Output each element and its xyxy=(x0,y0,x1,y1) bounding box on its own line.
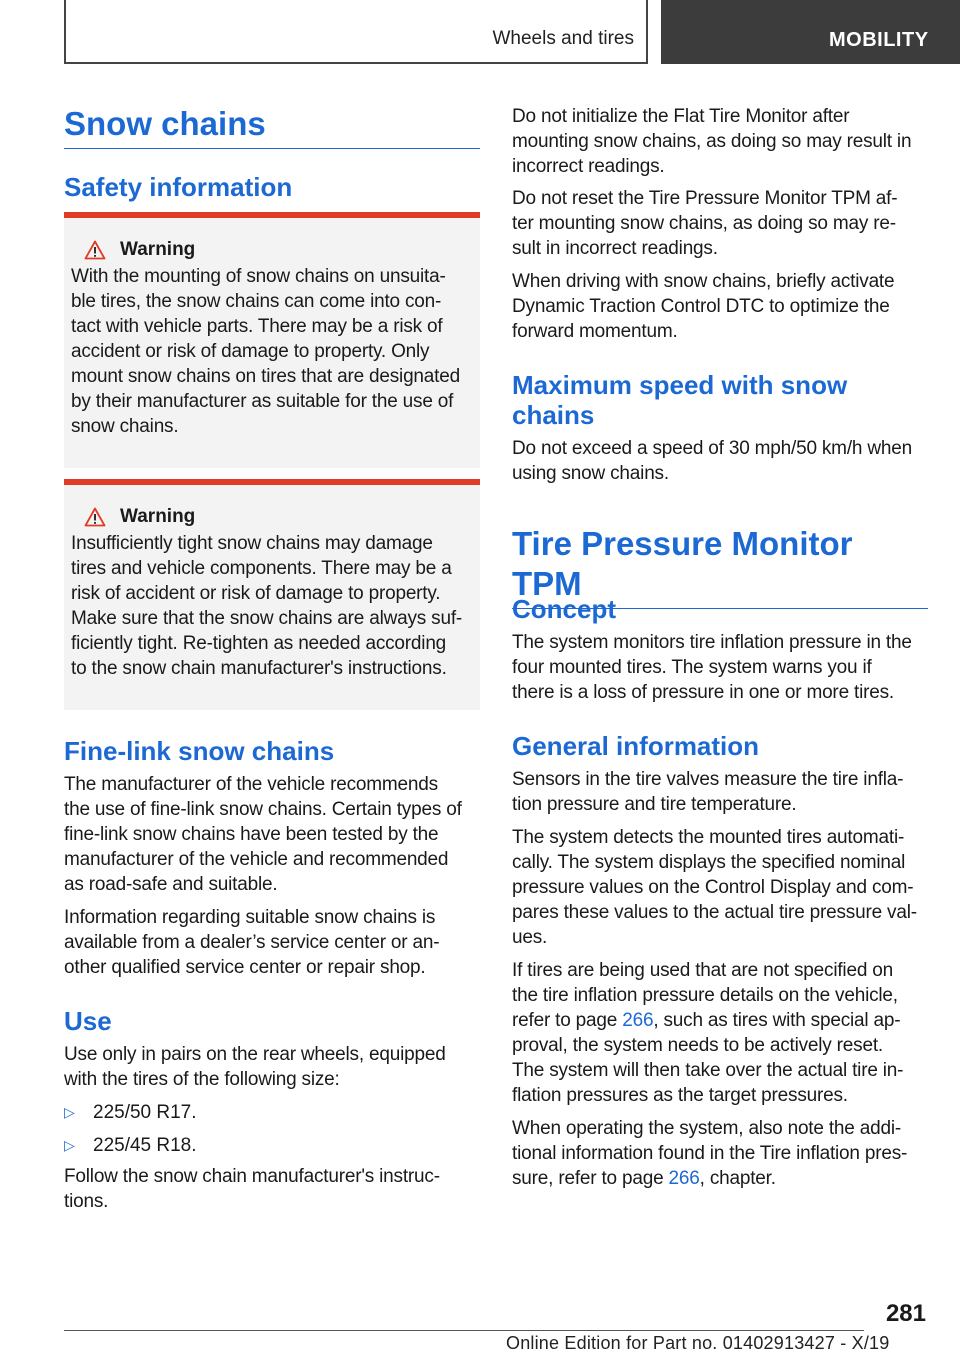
concept-paragraph: The system monitors tire inflation pressure in the four mounted tires. The system warns you if there is a loss of pressure in one or more tires. xyxy=(512,632,912,703)
footer-rule xyxy=(64,1330,864,1331)
section-tab: MOBILITY xyxy=(661,0,960,64)
general-paragraph-1: Sensors in the tire valves measure the tire infla- tion pressure and tire temperature. xyxy=(512,769,904,815)
fine-link-paragraph-1: The manufacturer of the vehicle recommends the use of fine-link snow chains. Certain types of fine-link snow chains have been tested by the manufacturer of the vehicle and recommended as road-safe and suitable. xyxy=(64,774,462,895)
page-link-266[interactable]: 266 xyxy=(668,1168,700,1189)
warning-title-1 xyxy=(84,236,472,264)
general-information-heading: General information xyxy=(512,731,760,761)
dtc-paragraph: When driving with snow chains, briefly activate Dynamic Traction Control DTC to optimize the forward momentum. xyxy=(512,271,895,342)
flat-tire-paragraph: Do not initialize the Flat Tire Monitor after mounting snow chains, as doing so may result in incorrect readings. xyxy=(512,106,912,177)
tpm-reset-paragraph: Do not reset the Tire Pressure Monitor TPM af- ter mounting snow chains, as doing so may re- sult in incorrect readings. xyxy=(512,188,898,259)
use-followup-paragraph: Follow the snow chain manufacturer's instruc- tions. xyxy=(64,1166,440,1212)
page-link-266[interactable]: 266 xyxy=(622,1010,654,1031)
use-heading: Use xyxy=(64,1006,112,1036)
tpm-title: Tire Pressure Monitor TPM xyxy=(512,525,853,602)
warning-title-2 xyxy=(84,503,472,531)
warning-triangle-icon xyxy=(84,507,106,527)
general-paragraph-4: When operating the system, also note the addi- tional information found in the Tire inflation pres- sure, refer to page 266, chapter. xyxy=(512,1118,908,1189)
warning-text-2: Insufficiently tight snow chains may damage tires and vehicle components. There may be a risk of accident or risk of damage to property. Make sure that the snow chains are always suf- ficiently tight. Re-tighten as needed according to the snow chain manufacturer's instructions. xyxy=(71,533,463,679)
warning-box-1 xyxy=(64,212,480,468)
warning-label-1: Warning xyxy=(120,239,196,260)
running-header xyxy=(64,0,648,64)
use-paragraph: Use only in pairs on the rear wheels, equipped with the tires of the following size: xyxy=(64,1044,446,1090)
general-paragraph-3: If tires are being used that are not specified on the tire inflation pressure details on the vehicle, refer to page 266, such as tires with special ap- proval, the system needs to be actively reset. The system will then take over the actual tire in- flation pressures as the target pressures. xyxy=(512,960,904,1106)
safety-information-heading: Safety information xyxy=(64,172,293,202)
max-speed-paragraph: Do not exceed a speed of 30 mph/50 km/h when using snow chains. xyxy=(512,438,912,484)
title-rule xyxy=(64,148,480,149)
list-item: ▷ 225/45 R18. xyxy=(64,1135,197,1156)
fine-link-heading: Fine-link snow chains xyxy=(64,736,335,766)
page-number: 281 xyxy=(885,1300,926,1327)
snow-chains-title: Snow chains xyxy=(64,105,266,142)
warning-box-2 xyxy=(64,479,480,710)
fine-link-paragraph-2: Information regarding suitable snow chains is available from a dealer’s service center or an- other qualified service center or repair shop. xyxy=(64,907,440,978)
edition-footer: Online Edition for Part no. 01402913427 - X/19 xyxy=(506,1333,890,1353)
triangle-bullet-icon: ▷ xyxy=(64,1104,75,1120)
triangle-bullet-icon: ▷ xyxy=(64,1137,75,1153)
warning-label-2: Warning xyxy=(120,506,196,527)
chapter-title: Wheels and tires xyxy=(492,28,634,49)
list-item: ▷ 225/50 R17. xyxy=(64,1102,197,1123)
warning-text-1: With the mounting of snow chains on unsuita- ble tires, the snow chains can come into con- tact with vehicle parts. There may be a risk of accident or risk of damage to property. Only mount snow chains on tires that are designated by their manufacturer as suitable for the use of snow chains. xyxy=(71,266,460,437)
concept-heading: Concept xyxy=(512,594,616,624)
max-speed-heading: Maximum speed with snow chains xyxy=(512,370,848,430)
general-paragraph-2: The system detects the mounted tires automati- cally. The system displays the specified nominal pressure values on the Control Display and com- pares these values to the actual tire pressure val- ues. xyxy=(512,827,917,948)
warning-triangle-icon xyxy=(84,240,106,260)
